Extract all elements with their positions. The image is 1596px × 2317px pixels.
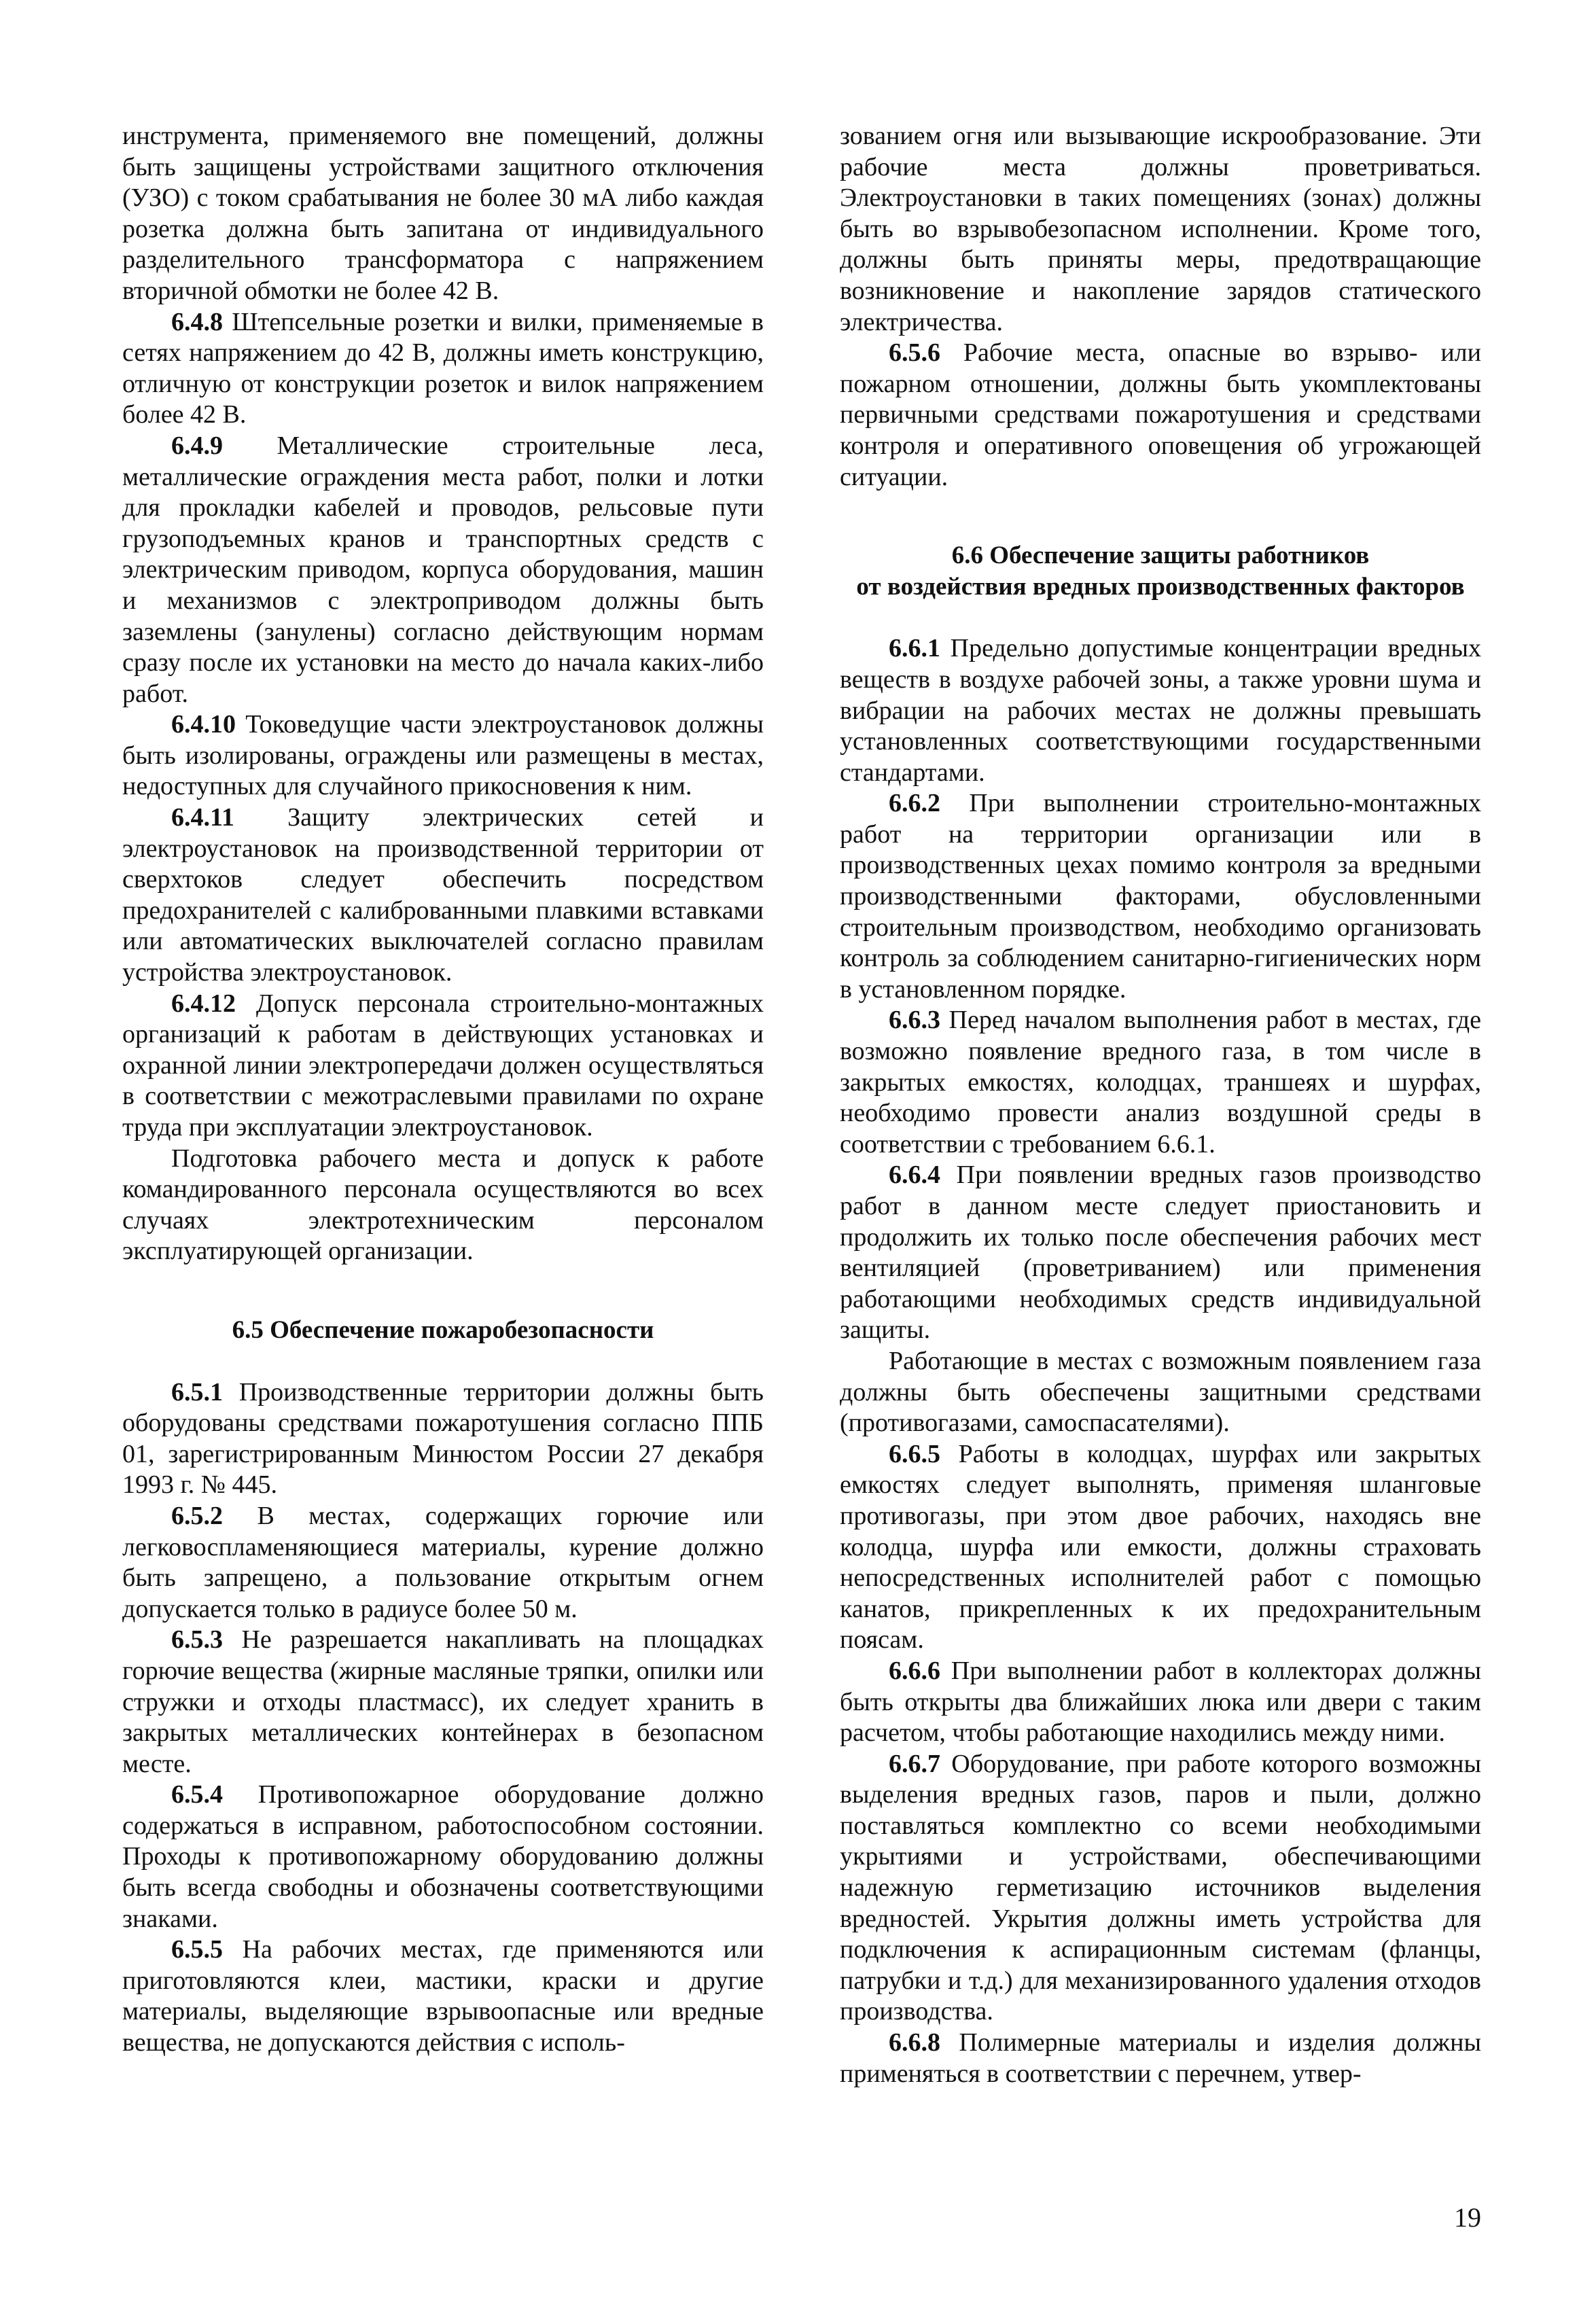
paragraph-continuation: инструмента, применяемого вне помещений, должны быть защищены устройствами защитного отключения (УЗО) с током срабатывания не более 30 мА либо каждая розетка должна быть запитана от индивидуального разделительного трансформатора с напряжением вторичной обмотки не более 42 В.: [122, 122, 764, 305]
paragraph-6-4-9: 6.4.9 Металлические строительные леса, металлические ограждения места работ, полки и лотки для прокладки кабелей и проводов, рельсовые пути грузоподъемных кранов и транспортных средств с электрическим приводом, корпуса оборудования, машин и механизмов с электроприводом должны быть заземлены (занулены) согласно действующим нормам сразу после их установки на место до начала каких-либо работ.: [122, 431, 764, 708]
section-spacer: [122, 1267, 764, 1315]
paragraph-6-5-5: 6.5.5 На рабочих местах, где применяются или приготовляются клеи, мастики, краски и другие материалы, выделяющие взрывоопасные или вредные вещества, не допускаются действия с исполь-: [122, 1935, 764, 2057]
paragraph-6-6-3: 6.6.3 Перед началом выполнения работ в местах, где возможно появление вредного газа, в том числе в закрытых емкостях, колодцах, траншеях и шурфах, необходимо провести анализ воздушной среды в соответствии с требованием 6.6.1.: [840, 1006, 1481, 1158]
paragraph-6-4-12: 6.4.12 Допуск персонала строительно-монтажных организаций к работам в действующих установках и охранной линии электропередачи должен осуществляться в соответствии с межотраслевыми правилами по охране труда при эксплуатации электроустановок.: [122, 989, 764, 1142]
paragraph-6-5-4: 6.5.4 Противопожарное оборудование должно содержаться в исправном, работоспособном состоянии. Проходы к противопожарному оборудованию должны быть всегда свободны и обозначены соответствующими знаками.: [122, 1780, 764, 1933]
paragraph-6-6-5: 6.6.5 Работы в колодцах, шурфах или закрытых емкостях следует выполнять, применяя шланговые противогазы, при этом двое рабочих, находясь вне колодца, шурфа или емкости, должны страховать непосредственных исполнителей работ с помощью канатов, прикрепленных к их предохранительным поясам.: [840, 1439, 1481, 1655]
paragraph-continuation: зованием огня или вызывающие искрообразование. Эти рабочие места должны проветриваться. Электроустановки в таких помещениях (зонах) должны быть во взрывобезопасном исполнении. Кроме того, должны быть приняты меры, предотвращающие возникновение и накопление зарядов статического электричества.: [840, 122, 1481, 336]
paragraph-6-6-1: 6.6.1 Предельно допустимые концентрации вредных веществ в воздухе рабочей зоны, а также уровни шума и вибрации на рабочих местах не должны превышать установленных соответствующими государственными стандартами.: [840, 634, 1481, 787]
section-spacer: [840, 493, 1481, 540]
paragraph-6-6-7: 6.6.7 Оборудование, при работе которого возможны выделения вредных газов, паров и пыли, должно поставляться комплектно со всеми необходимыми укрытиями и устройствами, обеспечивающими надежную герметизацию источников выделения вредностей. Укрытия должны иметь устройства для подключения к аспирационным системам (фланцы, патрубки и т.д.) для механизированного удаления отходов производства.: [840, 1749, 1481, 2026]
page-number: 19: [1454, 2202, 1481, 2233]
paragraph-work-place-prep: Подготовка рабочего места и допуск к работе командированного персонала осуществляются во всех случаях электротехническим персоналом эксплуатирующей организации.: [122, 1144, 764, 1266]
section-heading-6-6: [840, 540, 1481, 602]
section-spacer: [840, 602, 1481, 633]
paragraph-6-6-8: 6.6.8 Полимерные материалы и изделия должны применяться в соответствии с перечнем, утвер-: [840, 2028, 1481, 2088]
paragraph-6-5-2: 6.5.2 В местах, содержащих горючие или легковоспламеняющиеся материалы, курение должно быть запрещено, а пользование открытым огнем допускается только в радиусе более 50 м.: [122, 1501, 764, 1623]
paragraph-6-4-10: 6.4.10 Токоведущие части электроустановок должны быть изолированы, ограждены или размещены в местах, недоступных для случайного прикосновения к ним.: [122, 710, 764, 801]
section-heading-6-6-line1: 6.6 Обеспечение защиты работников: [951, 542, 1370, 570]
paragraph-6-4-11: 6.4.11 Защиту электрических сетей и электроустановок на производственной территории от сверхтоков следует обеспечить посредством предохранителей с калиброванными плавкими вставками или автоматических выключателей согласно правилам устройства электроустановок.: [122, 803, 764, 987]
paragraph-6-6-2: 6.6.2 При выполнении строительно-монтажных работ на территории организации или в производственных цехах помимо контроля за вредными производственными факторами, обусловленными строительным производством, необходимо организовать контроль за соблюдением санитарно-гигиенических норм в установленном порядке.: [840, 789, 1481, 1004]
section-heading-6-6-line2: от воздействия вредных производственных факторов: [856, 572, 1465, 601]
paragraph-6-4-8: 6.4.8 Штепсельные розетки и вилки, применяемые в сетях напряжением до 42 В, должны иметь конструкцию, отличную от конструкции розеток и вилок напряжением более 42 В.: [122, 307, 764, 429]
paragraph-6-6-4: 6.6.4 При появлении вредных газов производство работ в данном месте следует приостановить и продолжить их только после обеспечения рабочих мест вентиляцией (проветриванием) или применения работающими необходимых средств индивидуальной защиты.: [840, 1161, 1481, 1345]
right-column: [840, 121, 1481, 2089]
paragraph-6-5-1: 6.5.1 Производственные территории должны быть оборудованы средствами пожаротушения согласно ППБ 01, зарегистрированным Минюстом России 27 декабря 1993 г. № 445.: [122, 1377, 764, 1500]
paragraph-6-6-6: 6.6.6 При выполнении работ в коллекторах должны быть открыты два ближайших люка или двери с таким расчетом, чтобы работающие находились между ними.: [840, 1656, 1481, 1748]
section-spacer: [122, 1346, 764, 1377]
paragraph-6-5-3: 6.5.3 Не разрешается накапливать на площадках горючие вещества (жирные масляные тряпки, опилки или стружки и отходы пластмасс), их следует хранить в закрытых металлических контейнерах в безопасном месте.: [122, 1625, 764, 1778]
left-column: [122, 121, 764, 2059]
section-heading-6-5: 6.5 Обеспечение пожаробезопасности: [232, 1315, 654, 1344]
paragraph-gas-protection: Работающие в местах с возможным появлением газа должны быть обеспечены защитными средствами (противогазами, самоспасателями).: [840, 1346, 1481, 1438]
paragraph-6-5-6: 6.5.6 Рабочие места, опасные во взрыво- или пожарном отношении, должны быть укомплектованы первичными средствами пожаротушения и средствами контроля и оперативного оповещения об угрожающей ситуации.: [840, 338, 1481, 491]
